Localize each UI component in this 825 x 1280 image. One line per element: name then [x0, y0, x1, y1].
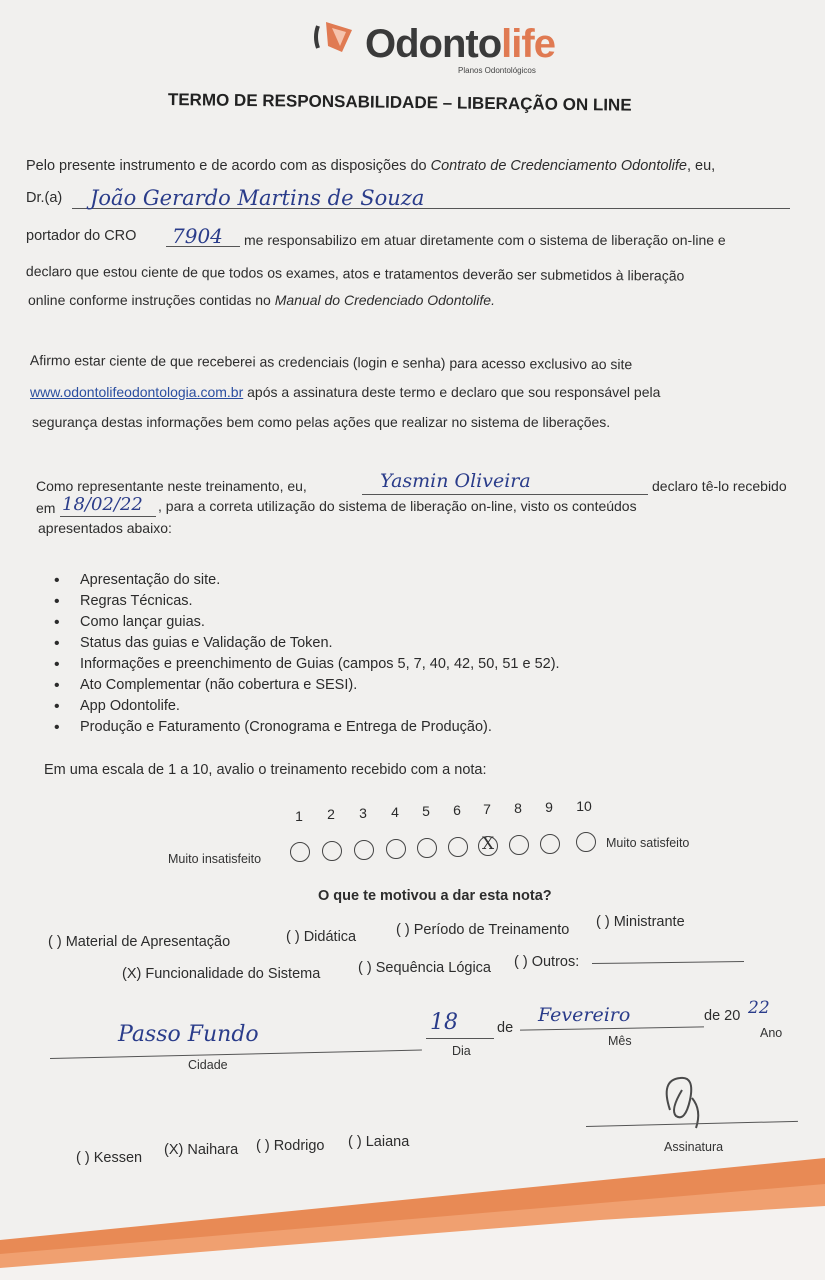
p3-line3: apresentados abaixo:	[38, 520, 172, 536]
list-item: • Regras Técnicas.	[54, 593, 654, 614]
motivation-option[interactable]: ( ) Ministrante	[596, 914, 685, 930]
odontolife-logo-mark	[312, 16, 358, 58]
document-title: TERMO DE RESPONSABILIDADE – LIBERAÇÃO ON LINE	[167, 90, 632, 115]
motivation-option-checked[interactable]: (X) Funcionalidade do Sistema	[122, 966, 321, 982]
logo-subtitle: Planos Odontológicos	[458, 66, 536, 75]
de-label: de	[497, 1020, 514, 1036]
city-label: Cidade	[188, 1058, 228, 1072]
cro-label: portador do CRO	[26, 228, 137, 244]
scale-number: 3	[359, 805, 367, 821]
list-item: • App Odontolife.	[54, 698, 654, 719]
outros-line	[592, 961, 744, 964]
high-label: Muito satisfeito	[606, 836, 690, 850]
signature-scribble	[640, 1070, 720, 1140]
rating-option-5[interactable]	[417, 838, 437, 858]
rating-option-6[interactable]	[448, 837, 468, 857]
year-handwritten: 22	[748, 998, 770, 1018]
trainer-option[interactable]: ( ) Laiana	[348, 1134, 410, 1150]
p2-line3: segurança destas informações bem como pelas ações que realizar no sistema de liberações.	[32, 414, 611, 430]
cro-handwritten: 7904	[172, 224, 223, 248]
p1-line3: me responsabilizo em atuar diretamente com o sistema de liberação on-line e	[244, 232, 726, 248]
day-label: Dia	[452, 1044, 471, 1058]
p2-line1: Afirmo estar ciente de que receberei as credenciais (login e senha) para acesso exclusivo ao site	[29, 352, 633, 373]
date-handwritten: 18/02/22	[62, 494, 143, 515]
rep-name-line	[362, 494, 648, 495]
city-handwritten: Passo Fundo	[118, 1022, 259, 1047]
rating-option-2[interactable]	[322, 841, 342, 861]
date-line	[60, 516, 156, 517]
de-20-label: de 20	[704, 1008, 741, 1024]
p2-line2: www.odontolifeodontologia.com.br após a assinatura deste termo e declaro que sou responsável pela	[30, 384, 661, 400]
motivation-question: O que te motivou a dar esta nota?	[318, 888, 552, 904]
site-link[interactable]: www.odontolifeodontologia.com.br	[30, 384, 244, 400]
em-label: em	[36, 500, 56, 516]
list-item: • Informações e preenchimento de Guias (campos 5, 7, 40, 42, 50, 51 e 52).	[54, 656, 654, 677]
list-item: • Como lançar guias.	[54, 614, 654, 635]
scale-number: 4	[391, 804, 399, 820]
scale-number: 5	[422, 803, 430, 819]
rating-option-3[interactable]	[354, 840, 374, 860]
dr-name-handwritten: João Gerardo Martins de Souza	[90, 186, 425, 210]
rating-option-9[interactable]	[540, 834, 560, 854]
year-label: Ano	[760, 1026, 783, 1040]
scale-number: 7	[483, 801, 491, 817]
rating-option-1[interactable]	[290, 842, 310, 862]
month-handwritten: Fevereiro	[538, 1004, 631, 1026]
day-handwritten: 18	[430, 1010, 458, 1035]
rep-name-handwritten: Yasmin Oliveira	[380, 470, 531, 492]
p1-line5: online conforme instruções contidas no Manual do Credenciado Odontolife.	[28, 292, 495, 308]
p1-line1: Pelo presente instrumento e de acordo com as disposições do Contrato de Credenciamento Odontolife, eu,	[26, 158, 716, 174]
trainer-option[interactable]: ( ) Kessen	[76, 1150, 143, 1166]
rating-mark: X	[482, 834, 495, 854]
trainer-option[interactable]: ( ) Rodrigo	[256, 1138, 325, 1154]
scale-number: 8	[514, 800, 522, 816]
content-list	[54, 572, 654, 740]
dr-label: Dr.(a)	[26, 190, 63, 206]
p3-line1b: declaro tê-lo recebido	[652, 478, 787, 494]
p3-line1a: Como representante neste treinamento, eu,	[36, 478, 307, 494]
p3-line2: , para a correta utilização do sistema de liberação on-line, visto os conteúdos	[158, 498, 637, 514]
scale-number: 1	[295, 808, 303, 824]
list-item: • Produção e Faturamento (Cronograma e Entrega de Produção).	[54, 719, 654, 740]
trainer-option-checked[interactable]: (X) Naihara	[164, 1142, 239, 1158]
day-line	[426, 1038, 494, 1039]
page-bottom-decoration	[0, 1150, 825, 1280]
signature-label: Assinatura	[664, 1140, 724, 1154]
motivation-option[interactable]: ( ) Didática	[286, 929, 357, 945]
low-label: Muito insatisfeito	[168, 852, 262, 866]
rating-question: Em uma escala de 1 a 10, avalio o treinamento recebido com a nota:	[44, 762, 487, 778]
scale-number: 2	[327, 806, 335, 822]
motivation-option[interactable]: ( ) Período de Treinamento	[396, 922, 570, 938]
scale-number: 6	[453, 802, 461, 818]
rating-option-7[interactable]	[478, 836, 498, 856]
list-item: • Apresentação do site.	[54, 572, 654, 593]
month-label: Mês	[608, 1034, 632, 1048]
month-line	[520, 1026, 704, 1030]
rating-option-4[interactable]	[386, 839, 406, 859]
scale-number: 9	[545, 799, 553, 815]
motivation-option[interactable]: ( ) Sequência Lógica	[358, 960, 491, 976]
motivation-option[interactable]: ( ) Material de Apresentação	[48, 934, 231, 950]
logo-wordmark: Odontolife	[365, 22, 555, 66]
rating-option-10[interactable]	[576, 832, 596, 852]
list-item: • Status das guias e Validação de Token.	[54, 635, 654, 656]
motivation-option[interactable]: ( ) Outros:	[514, 954, 580, 970]
p1-line4: declaro que estou ciente de que todos os exames, atos e tratamentos deverão ser submetidos à liberação	[25, 263, 685, 284]
scale-number: 10	[576, 798, 592, 814]
city-line	[50, 1050, 422, 1059]
rating-option-8[interactable]	[509, 835, 529, 855]
list-item: • Ato Complementar (não cobertura e SESI).	[54, 677, 654, 698]
